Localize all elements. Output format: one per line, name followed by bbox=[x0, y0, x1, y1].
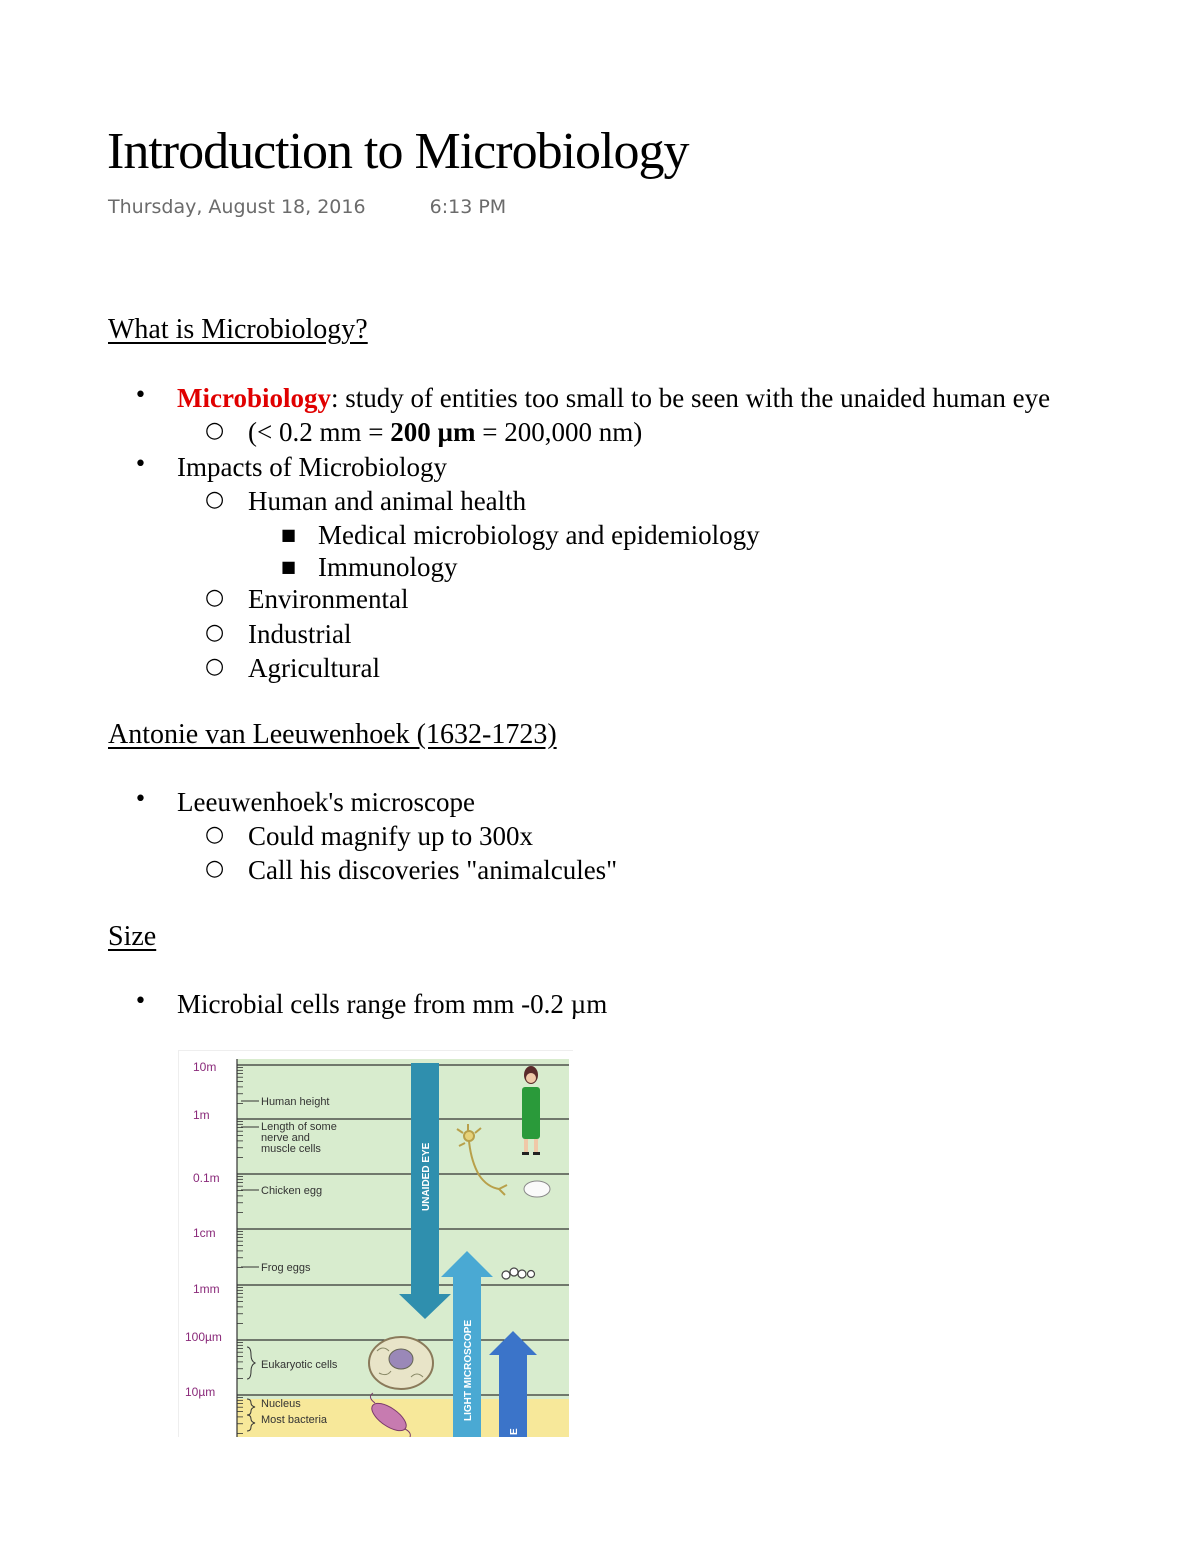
list-item bbox=[205, 584, 409, 615]
page-meta bbox=[108, 196, 506, 218]
scale-label-10m: 10m bbox=[193, 1060, 217, 1074]
size-text-end: = 200,000 nm) bbox=[475, 417, 643, 447]
chicken-egg-icon bbox=[524, 1181, 550, 1197]
label-nucleus: Nucleus bbox=[261, 1398, 301, 1410]
size-text: (< 0.2 mm = bbox=[248, 417, 391, 447]
list-item-text: Leeuwenhoek's microscope bbox=[177, 787, 476, 817]
label-most-bacteria: Most bacteria bbox=[261, 1414, 328, 1426]
label-nerve-2: nerve and bbox=[261, 1132, 310, 1144]
arrow-third-label: E bbox=[509, 1428, 520, 1435]
list-item bbox=[205, 821, 533, 852]
scale-label-1mm: 1mm bbox=[193, 1282, 220, 1296]
list-item-text: Environmental bbox=[248, 584, 409, 614]
label-human-height: Human height bbox=[261, 1096, 330, 1108]
square-bullet-icon: ■ bbox=[281, 557, 297, 576]
list-item bbox=[134, 383, 1051, 414]
bullet-icon: • bbox=[134, 989, 147, 1014]
scale-label-10um: 10µm bbox=[185, 1385, 216, 1399]
scale-label-100um: 100µm bbox=[185, 1330, 222, 1344]
size-bold-text: 200 µm bbox=[390, 417, 476, 447]
list-item bbox=[281, 520, 760, 551]
label-eukaryotic-cells: Eukaryotic cells bbox=[261, 1359, 338, 1371]
list-item bbox=[134, 787, 476, 818]
label-nerve-3: muscle cells bbox=[261, 1143, 321, 1155]
bullet-icon: • bbox=[134, 787, 147, 812]
list-item-text: Human and animal health bbox=[248, 486, 527, 516]
list-item bbox=[205, 417, 643, 448]
list-item-text: Microbial cells range from mm -0.2 µm bbox=[177, 989, 608, 1019]
arrow-light-label: LIGHT MICROSCOPE bbox=[463, 1319, 474, 1421]
bullet-icon: • bbox=[134, 383, 147, 408]
list-item bbox=[281, 552, 458, 583]
list-item-text: Call his discoveries "animalcules" bbox=[248, 855, 618, 885]
heading-what-is-microbiology: What is Microbiology? bbox=[108, 314, 368, 345]
arrow-unaided-label: UNAIDED EYE bbox=[421, 1142, 432, 1211]
scale-label-0-1m: 0.1m bbox=[193, 1171, 220, 1185]
list-item-text: Industrial bbox=[248, 619, 352, 649]
term-microbiology: Microbiology bbox=[177, 383, 331, 413]
bullet-icon: • bbox=[134, 452, 147, 477]
list-item bbox=[205, 653, 380, 684]
list-item bbox=[134, 452, 447, 483]
scale-label-1m: 1m bbox=[193, 1108, 210, 1122]
label-nerve-1: Length of some bbox=[261, 1121, 337, 1133]
list-item bbox=[205, 855, 618, 886]
list-item-text: Impacts of Microbiology bbox=[177, 452, 447, 482]
label-chicken-egg: Chicken egg bbox=[261, 1185, 323, 1197]
square-bullet-icon: ■ bbox=[281, 525, 297, 544]
scale-label-1cm: 1cm bbox=[193, 1226, 216, 1240]
list-item bbox=[134, 989, 608, 1020]
list-item-text: Immunology bbox=[318, 552, 458, 582]
circle-bullet-icon: ○ bbox=[205, 856, 225, 881]
size-scale-figure bbox=[178, 1050, 573, 1437]
list-item-text: Medical microbiology and epidemiology bbox=[318, 520, 760, 550]
definition-text: : study of entities too small to be seen with the unaided human eye bbox=[330, 383, 1051, 413]
list-item-text: Could magnify up to 300x bbox=[248, 821, 533, 851]
page-title: Introduction to Microbiology bbox=[107, 123, 689, 180]
label-frog-eggs: Frog eggs bbox=[261, 1262, 311, 1274]
page-time: 6:13 PM bbox=[429, 196, 507, 218]
heading-leeuwenhoek: Antonie van Leeuwenhoek (1632-1723) bbox=[108, 719, 557, 750]
circle-bullet-icon: ○ bbox=[205, 487, 225, 512]
list-item bbox=[205, 619, 352, 650]
circle-bullet-icon: ○ bbox=[205, 654, 225, 679]
list-item-text: Agricultural bbox=[248, 653, 380, 683]
circle-bullet-icon: ○ bbox=[205, 822, 225, 847]
heading-size: Size bbox=[108, 921, 157, 952]
eukaryotic-cell-icon bbox=[369, 1337, 433, 1389]
page-date: Thursday, August 18, 2016 bbox=[108, 196, 366, 218]
circle-bullet-icon: ○ bbox=[205, 620, 225, 645]
size-scale-svg bbox=[179, 1051, 573, 1437]
list-item bbox=[205, 486, 527, 517]
circle-bullet-icon: ○ bbox=[205, 585, 225, 610]
circle-bullet-icon: ○ bbox=[205, 418, 225, 443]
